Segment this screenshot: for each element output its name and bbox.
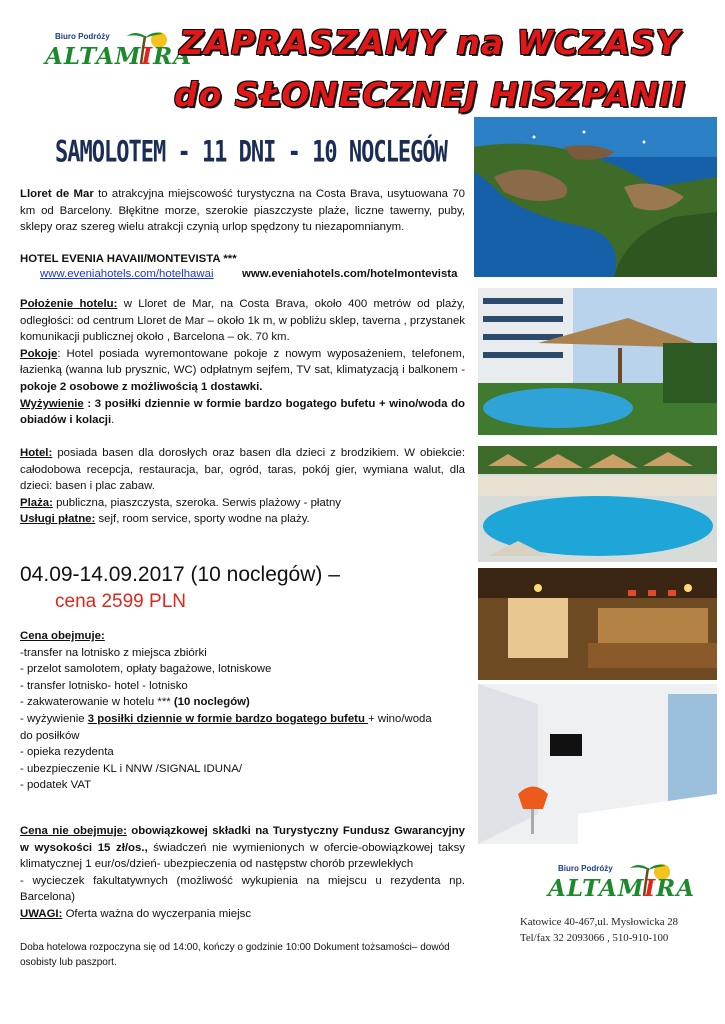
hotel-link-montevista[interactable]: www.eveniahotels.com/hotelmontevista (242, 268, 458, 280)
includes-item: - opieka rezydenta (20, 746, 114, 759)
excludes-bold: obowiązkowej składki na Turystyczny Fundusz Gwarancyjny w wysokości 15 zł/os., (20, 825, 466, 854)
altamira-logo-bottom (548, 860, 696, 910)
intro-place: Lloret de Mar (20, 188, 94, 200)
includes-title: Cena obejmuje: (20, 630, 105, 642)
hotel-link-hawai[interactable]: www.eveniahotels.com/hotelhawai (40, 268, 214, 280)
beach-text: publiczna, piaszczysta, szeroka. Serwis plażowy - płatny (52, 496, 341, 509)
food-label: Wyżywienie (20, 397, 84, 410)
includes-item: - przelot samolotem, opłaty bagażowe, lotniskowe (20, 663, 272, 676)
includes-item-bold: 3 posiłki dziennie w formie bardzo bogatego bufetu (87, 712, 369, 725)
trip-price: cena 2599 PLN (55, 591, 186, 612)
brand-left: ALTAM (45, 43, 142, 70)
hotel-name: HOTEL EVENIA HAVAII/MONTEVISTA *** (20, 253, 237, 265)
excludes-trips: - wycieczek fakultatywnych (możliwość wykupienia na miejscu u rezydenta np. Barcelona) (20, 874, 465, 904)
excludes-text: świadczeń nie wymienionych w ofercie-obowiązkowej taksy klimatycznej 1 eur/os/dzień- ubezpieczenia od następstw chorób przewlekłych (20, 841, 465, 871)
subhead-trip: SAMOLOTEM - 11 DNI - 10 NOCLEGÓW (55, 136, 447, 170)
address-line2: Tel/fax 32 2093066 , 510-910-100 (520, 932, 669, 944)
includes-list (20, 628, 465, 794)
hotel-text: posiada basen dla dorosłych oraz basen dla dzieci z brodzikiem. W obiekcie: całodobowa recepcja, restauracja, bar, ogród, taras, pokój gier, wymiana walut, dla dzieci: basen i plac zabaw. (20, 447, 465, 493)
includes-item: + wino/woda (368, 712, 432, 725)
logo-brand (548, 875, 695, 902)
beach-label: Plaża: (20, 496, 53, 509)
rooms-text: : Hotel posiada wyremontowane pokoje z nowym wyposażeniem, telefonem, łazienką (wanna lub prysznic, WC) odpłatnym sejfem, TV sat, klimatyzacją i balkonem - (20, 347, 465, 377)
includes-item-bold: (10 noclegów) (173, 696, 250, 709)
logo-top-text: Biuro Podróży (558, 864, 613, 873)
includes-item: - wyżywienie (20, 712, 88, 725)
note-label: UWAGI: (20, 907, 63, 920)
food-end: . (111, 414, 115, 427)
intro-text: to atrakcyjna miejscowość turystyczna na Costa Brava, usytuowana 70 km od Barcelony. Błękitne morze, szerokie piaszczyste plaże, liczne tawerny, puby, sklepy oraz szereg wielu atrakcji czynią urlop spędzony tu niezapomnianym. (20, 188, 465, 234)
includes-item: - podatek VAT (20, 779, 92, 792)
includes-item: - transfer lotnisko- hotel - lotnisko (20, 679, 188, 692)
location-paragraph (20, 296, 465, 429)
photo-hotel-pool (478, 288, 717, 435)
excludes-title: Cena nie obejmuje: (20, 825, 127, 837)
photo-coast (474, 117, 717, 277)
rooms-bold: pokoje 2 osobowe z możliwością 1 dostawki. (20, 380, 263, 393)
logo-top-text: Biuro Podróży (55, 32, 110, 41)
includes-item: do posiłków (20, 729, 80, 742)
photo-pool-loungers (478, 446, 717, 562)
location-text: w Lloret de Mar, na Costa Brava, około 400 metrów od plaży, odległości: od centrum Lloret de Mar – około 1k m, w pobliżu sklep, taverna , przystanek komunikacji publicznej około , Barcelona – ok. 70 km. (20, 298, 465, 344)
excludes-paragraph (20, 823, 465, 923)
paid-text: sejf, room service, sporty wodne na plaży. (95, 513, 310, 526)
paid-label: Usługi płatne: (20, 513, 96, 526)
photo-room (478, 684, 717, 844)
facilities-paragraph (20, 445, 465, 528)
includes-item: -transfer na lotnisko z miejsca zbiórki (20, 646, 207, 659)
trip-dates: 04.09-14.09.2017 (10 noclegów) – (20, 563, 340, 586)
includes-item: - zakwaterowanie w hotelu *** (20, 696, 174, 709)
brand-right: RA (153, 43, 193, 70)
photo-bar-restaurant (478, 568, 717, 680)
food-text: : 3 posiłki dziennie w formie bardzo bogatego bufetu + wino/woda do obiadów i kolacji (20, 397, 465, 427)
headline-line2: do SŁONECZNEJ HISZPANII (174, 75, 686, 114)
headline-line1: ZAPRASZAMY na WCZASY (179, 23, 681, 62)
address-line1: Katowice 40-467,ul. Mysłowicka 28 (520, 916, 679, 928)
brand-left: ALTAM (548, 875, 645, 902)
brand-accent: I (644, 875, 657, 902)
brand-right: RA (656, 875, 696, 902)
brand-accent: I (141, 43, 154, 70)
location-label: Położenie hotelu: (20, 298, 118, 310)
note-text: Oferta ważna do wyczerpania miejsc (62, 907, 252, 920)
intro-paragraph (20, 186, 465, 236)
rooms-label: Pokoje (20, 347, 58, 360)
includes-item: - ubezpieczenie KL i NNW /SIGNAL IDUNA/ (20, 762, 242, 775)
hotel-label: Hotel: (20, 447, 53, 459)
footer-note: Doba hotelowa rozpoczyna się od 14:00, kończy o godzinie 10:00 Dokument tożsamości– dowód osobisty lub paszport. (20, 942, 450, 968)
